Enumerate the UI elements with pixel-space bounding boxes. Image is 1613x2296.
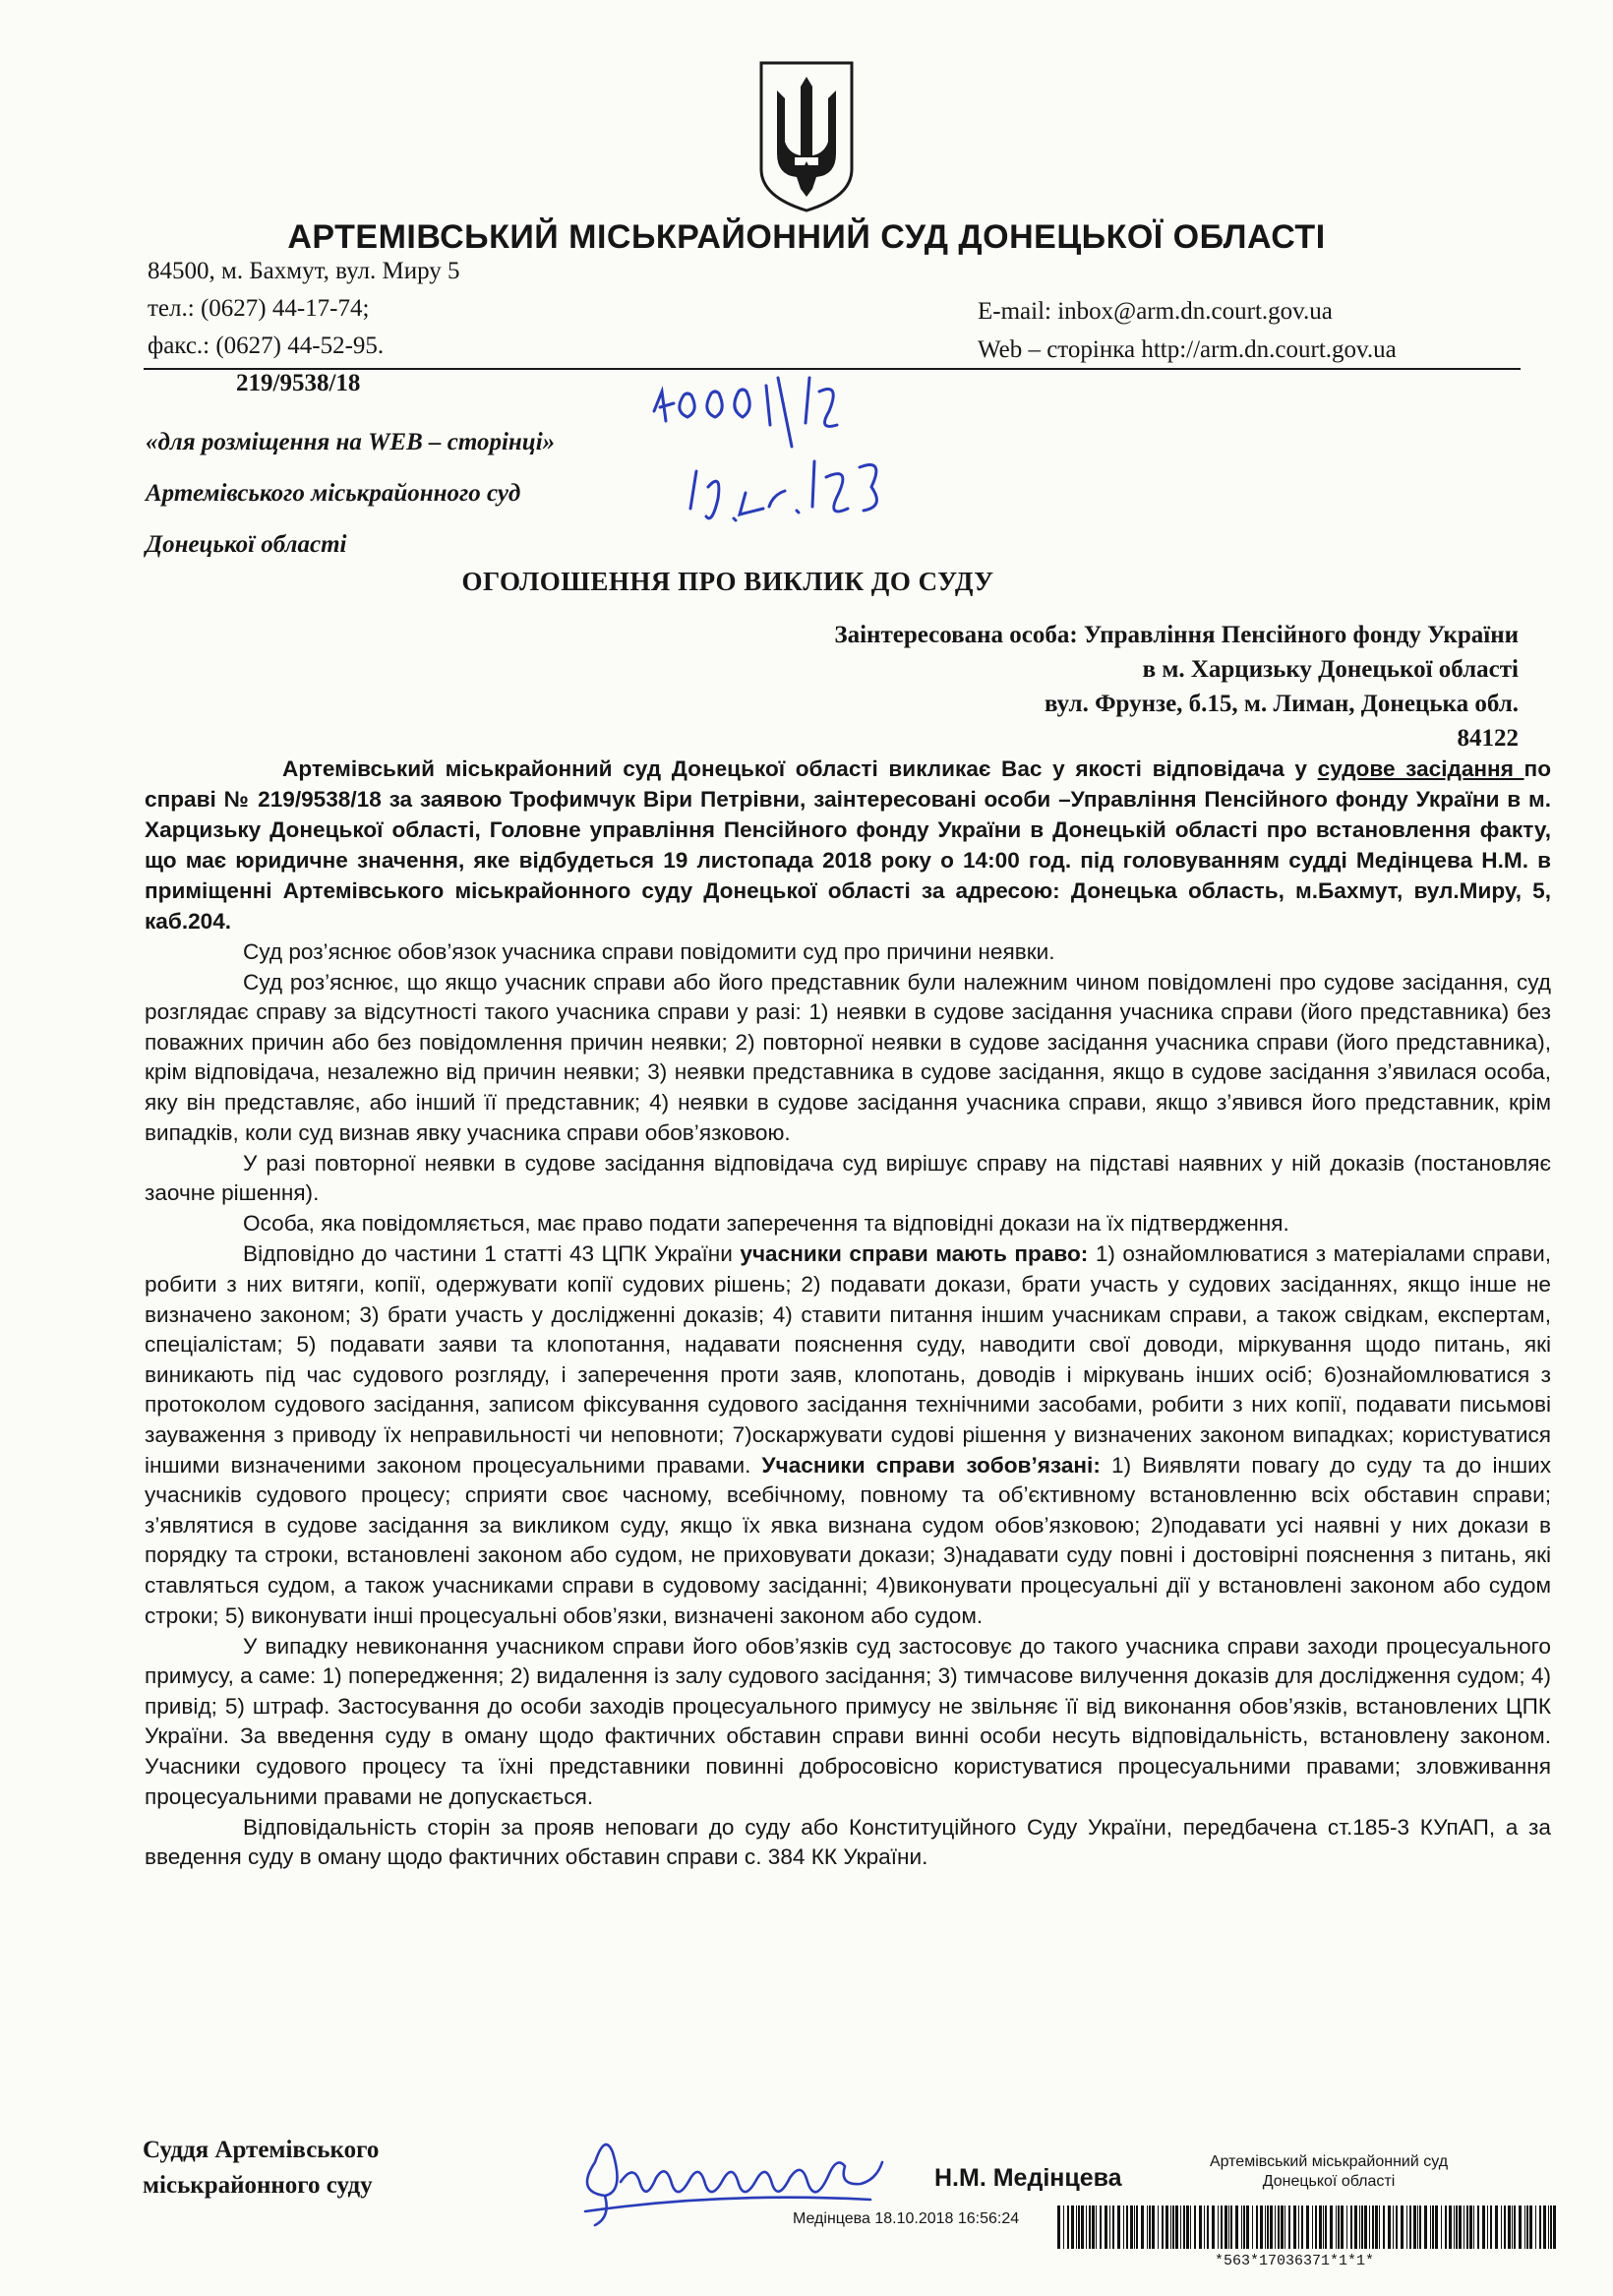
rights-paragraph	[145, 1239, 1551, 1631]
barcode-bar	[1432, 2205, 1434, 2249]
barcode-bar	[1504, 2205, 1506, 2249]
barcode-bar	[1100, 2205, 1102, 2249]
barcode-bar	[1369, 2205, 1370, 2249]
barcode-bar	[1218, 2205, 1219, 2249]
judge-title-line: Суддя Артемівського	[143, 2137, 380, 2163]
barcode-bar	[1246, 2205, 1249, 2249]
barcode-bar	[1267, 2205, 1269, 2249]
barcode-bar	[1190, 2205, 1191, 2249]
court-website: Web – сторінка http://arm.dn.court.gov.ua	[978, 336, 1397, 363]
barcode-bar	[1409, 2205, 1411, 2249]
barcode-bar	[1152, 2205, 1155, 2249]
barcode-bar	[1086, 2205, 1087, 2249]
barcode-bar	[1306, 2205, 1309, 2249]
barcode-bar	[1469, 2205, 1472, 2249]
barcode-bar	[1417, 2205, 1418, 2249]
summons-details: по справі № 219/9538/18 за заявою Трофимчук Віри Петрівни, заінтересовані особи –Управління Пенсійного фонду України в м. Харцизьку Донецької області, Головне управління Пенсійного фонду України в Донецькій області про встановлення факту, що має юридичне значення, яке відбудеться 19 листопада 2018 року о 14:00 год. під головуванням судді Медінцева Н.М. в приміщенні Артемівського міськрайонного суду Донецької області за адресою: Донецька область, м.Бахмут, вул.Миру, 5, каб.204.	[145, 756, 1551, 934]
body-paragraph: Особа, яка повідомляється, має право подати заперечення та відповідні докази на їх підтвердження.	[243, 1211, 1289, 1237]
body-paragraph: Суд роз’яснює обов’язок учасника справи повідомити суд про причини неявки.	[243, 938, 1055, 964]
barcode-bar	[1512, 2205, 1513, 2249]
summons-text: Артемівський міськрайонний суд Донецької області викликає Вас у якості відповідача у	[282, 756, 1318, 781]
barcode-bar	[1147, 2205, 1148, 2249]
barcode-bar	[1393, 2205, 1394, 2249]
web-placement-note: «для розміщення на WEB – сторінці»	[146, 429, 556, 455]
electronic-stamp-court	[1166, 2152, 1491, 2192]
barcode-bar	[1325, 2205, 1327, 2249]
barcode-bar	[1076, 2205, 1077, 2249]
judge-name: Н.М. Медінцева	[934, 2164, 1122, 2192]
barcode-bar	[1312, 2205, 1313, 2249]
barcode-bar	[1165, 2205, 1168, 2249]
barcode-bar	[1482, 2205, 1485, 2249]
barcode-bar	[1134, 2205, 1135, 2249]
body-paragraph: У випадку невиконання учасником справи його обов’язків суд застосовує до такого учасника справи заходи процесуального примусу, а саме: 1) попередження; 2) видалення із залу судового засідання; 3) тимчасове вилучення доказів для дослідження судом; 4) привід; 5) штраф. Застосування до особи заходів процесуального примусу не звільняє її від виконання обов’язків, встановлених ЦПК України. За введення суду в оману щодо фактичних обставин справи винні особи несуть відповідальність, встановлену законом. Учасники судового процесу та їхні представники повинні добросовісно користуватися процесуальними правами; зловживання процесуальними правами не допускається.	[145, 1633, 1551, 1809]
barcode-bar	[1543, 2205, 1546, 2249]
body-paragraph: Суд роз’яснює, що якщо учасник справи або його представник були належним чином повідомлені про судове засідання, суд розглядає справу за відсутності такого учасника справи у разі: 1) неявки в судове засідання учасника справи (його представника) без поважних причин або без повідомлення причин неявки; 2) повторної неявки в судове засідання учасника справи (його представника), крім відповідача, незалежно від причин неявки; 3) неявки представника в судове засідання, якщо в судове засідання з’явилася особа, яку він представляє, або інший її представник; 4) неявки в судове засідання учасника справи, якщо з’явився його представник, крім випадків, коли суд визнав явку учасника справи обов’язковою.	[145, 969, 1551, 1145]
court-address: 84500, м. Бахмут, вул. Миру 5	[148, 258, 460, 284]
barcode-bar	[1526, 2205, 1528, 2249]
barcode-bar	[1372, 2205, 1374, 2249]
barcode-bar	[1396, 2205, 1398, 2249]
barcode-bar	[1445, 2205, 1447, 2249]
barcode-bar	[1535, 2205, 1536, 2249]
interested-party-line: в м. Харцизьку Донецької області	[1142, 656, 1519, 683]
barcode-bar	[1207, 2205, 1209, 2249]
coat-of-arms-emblem	[755, 59, 858, 214]
barcode-bar	[1225, 2205, 1227, 2249]
barcode-bar	[1275, 2205, 1276, 2249]
barcode-bar	[1158, 2205, 1159, 2249]
barcode-bar	[1204, 2205, 1205, 2249]
body-paragraph: Відповідальність сторін за прояв неповаги до суду або Конституційного Суду України, передбачена ст.185-3 КУпАП, а за введення суду в оману щодо фактичних обставин справи с. 384 КК України.	[145, 1814, 1551, 1870]
electronic-signature-timestamp: Медінцева 18.10.2018 16:56:24	[793, 2210, 1020, 2227]
barcode-bar	[1459, 2205, 1462, 2249]
barcode-bar	[1441, 2205, 1442, 2249]
barcode-bar	[1241, 2205, 1242, 2249]
stamp-court-line: Артемівський міськрайонний суд	[1209, 2153, 1449, 2170]
barcode-bar	[1235, 2205, 1238, 2249]
barcode-bar	[1301, 2205, 1303, 2249]
barcode-bar	[1529, 2205, 1532, 2249]
interested-party-line: Заінтересована особа: Управління Пенсійного фонду України	[834, 622, 1519, 648]
barcode-bar	[1057, 2205, 1060, 2249]
barcode-bar	[1078, 2205, 1080, 2249]
barcode-bar	[1359, 2205, 1360, 2249]
stamp-court-line: Донецької області	[1262, 2173, 1396, 2190]
barcode-bar	[1149, 2205, 1151, 2249]
barcode-bar	[1270, 2205, 1273, 2249]
barcode-bar	[1539, 2205, 1541, 2249]
barcode-bar	[1170, 2205, 1171, 2249]
barcode-bar	[1092, 2205, 1095, 2249]
barcode-bar	[1180, 2205, 1181, 2249]
barcode-bar	[1298, 2205, 1299, 2249]
barcode-bar	[1508, 2205, 1511, 2249]
barcode-bar	[1319, 2205, 1322, 2249]
court-phone: тел.: (0627) 44-17-74;	[148, 295, 370, 322]
barcode-bar	[1406, 2205, 1407, 2249]
announcement-title: ОГОЛОШЕННЯ ПРО ВИКЛИК ДО СУДУ	[461, 567, 994, 596]
duties-heading: Учасники справи зобов’язані:	[761, 1452, 1101, 1478]
barcode-bar	[1401, 2205, 1404, 2249]
barcode-bar	[1375, 2205, 1378, 2249]
barcode-bar	[1350, 2205, 1352, 2249]
court-fax: факс.: (0627) 44-52-95.	[148, 332, 385, 359]
barcode-bar	[1126, 2205, 1128, 2249]
case-number: 219/9538/18	[236, 370, 361, 396]
barcode-bar	[1281, 2205, 1284, 2249]
barcode-bar	[1490, 2205, 1492, 2249]
barcode-bar	[1256, 2205, 1258, 2249]
barcode-bar	[1089, 2205, 1091, 2249]
barcode-bar	[1553, 2205, 1556, 2249]
barcode-bar	[1354, 2205, 1357, 2249]
handwritten-date	[679, 448, 915, 536]
rights-intro: Відповідно до частини 1 статті 43 ЦПК України	[243, 1241, 741, 1267]
barcode-bar	[1293, 2205, 1296, 2249]
barcode-bar	[1413, 2205, 1416, 2249]
barcode-bar	[1123, 2205, 1124, 2249]
barcode-bar	[1194, 2205, 1196, 2249]
document-barcode	[1057, 2205, 1559, 2249]
barcode-bar	[1449, 2205, 1452, 2249]
barcode-bar	[1105, 2205, 1107, 2249]
barcode-bar	[1067, 2205, 1069, 2249]
barcode-bar	[1454, 2205, 1455, 2249]
barcode-bar	[1430, 2205, 1431, 2249]
barcode-bar	[1136, 2205, 1138, 2249]
barcode-bar	[1338, 2205, 1340, 2249]
barcode-bar	[1495, 2205, 1498, 2249]
barcode-bar	[1228, 2205, 1229, 2249]
barcode-bar	[1243, 2205, 1245, 2249]
barcode-bar	[1112, 2205, 1114, 2249]
barcode-number: *563*17036371*1*1*	[1215, 2253, 1375, 2269]
court-name-heading: АРТЕМІВСЬКИЙ МІСЬКРАЙОННИЙ СУД ДОНЕЦЬКОЇ ОБЛАСТІ	[287, 218, 1326, 256]
judge-title	[143, 2133, 379, 2204]
barcode-bar	[1330, 2205, 1333, 2249]
duties-list: 1) Виявляти повагу до суду та до інших учасників судового процесу; сприяти своє часному, всебічному, повному та об’єктивному встановленню всіх обставин справи; з’являтися в судове засідання за викликом суду, якщо їх явка визнана судом обов’язковою; 2)подавати усі наявні у них докази в порядку та строки, встановлені законом або судом, не приховувати докази; 3)надавати суду повні і достовірні пояснення з питань, які ставляться судом, а також учасниками справи в судовому засіданні; 4)виконувати процесуальні дії у встановлені законом або судом строки; 5) виконувати інші процесуальні обов’язки, визначені законом або судом.	[145, 1452, 1551, 1628]
barcode-bar	[1477, 2205, 1479, 2249]
barcode-bar	[1071, 2205, 1074, 2249]
barcode-bar	[1252, 2205, 1253, 2249]
judge-title-line: міськрайонного суду	[143, 2172, 373, 2199]
barcode-bar	[1388, 2205, 1391, 2249]
barcode-bar	[1341, 2205, 1344, 2249]
barcode-bar	[1315, 2205, 1317, 2249]
barcode-bar	[1221, 2205, 1223, 2249]
barcode-bar	[1288, 2205, 1290, 2249]
barcode-bar	[1096, 2205, 1097, 2249]
barcode-bar	[1346, 2205, 1347, 2249]
interested-party-line: вул. Фрунзе, б.15, м. Лиман, Донецька обл.	[1045, 691, 1519, 717]
barcode-bar	[1364, 2205, 1367, 2249]
barcode-bar	[1212, 2205, 1215, 2249]
barcode-bar	[1265, 2205, 1266, 2249]
barcode-bar	[1063, 2205, 1064, 2249]
barcode-bar	[1284, 2205, 1285, 2249]
rights-list: 1) ознайомлюватися з матеріалами справи, робити з них витяги, копії, одержувати копії судових рішень; 2) подавати докази, брати участь у судових засіданнях, якщо інше не визначено законом; 3) брати участь у дослідженні доказів; 4) ставити питання іншим учасникам справи, а також свідкам, експертам, спеціалістам; 5) подавати заяви та клопотання, надавати пояснення суду, наводити свої доводи, міркування щодо питань, які виникають під час судового розгляду, і заперечення проти заяв, клопотань, доводів і міркувань інших осіб; 6)ознайомлюватися з протоколом судового засідання, записом фіксування судового засідання технічними засобами, робити з них копії, подавати письмові зауваження з приводу їх неправильності чи неповноти; 7)оскаржувати судові рішення у визначених законом випадках; користуватися іншими визначеними законом процесуальними правами.	[145, 1241, 1551, 1478]
barcode-bar	[1109, 2205, 1110, 2249]
barcode-bar	[1514, 2205, 1516, 2249]
barcode-bar	[1548, 2205, 1549, 2249]
barcode-bar	[1183, 2205, 1185, 2249]
rights-heading: учасники справи мають право:	[740, 1241, 1089, 1267]
barcode-bar	[1230, 2205, 1232, 2249]
barcode-bar	[1141, 2205, 1144, 2249]
barcode-bar	[1175, 2205, 1178, 2249]
summons-hearing-underlined: судове засідання	[1317, 756, 1524, 781]
barcode-bar	[1424, 2205, 1427, 2249]
barcode-bar	[1278, 2205, 1280, 2249]
barcode-bar	[1473, 2205, 1474, 2249]
barcode-bar	[1419, 2205, 1421, 2249]
body-paragraph: У разі повторної неявки в судове засідання відповідача суд вирішує справу на підставі наявних у ній доказів (постановляє заочне рішення).	[145, 1150, 1551, 1206]
barcode-bar	[1466, 2205, 1468, 2249]
interested-party-postcode: 84122	[1457, 725, 1519, 752]
barcode-bar	[1260, 2205, 1263, 2249]
web-note-court: Артемівського міськрайонного суд	[146, 480, 521, 507]
barcode-bar	[1550, 2205, 1552, 2249]
announcement-body	[145, 754, 1551, 1873]
barcode-bar	[1117, 2205, 1120, 2249]
barcode-bar	[1383, 2205, 1385, 2249]
barcode-bar	[1379, 2205, 1380, 2249]
barcode-bar	[1524, 2205, 1525, 2249]
barcode-bar	[1487, 2205, 1488, 2249]
barcode-bar	[1336, 2205, 1337, 2249]
barcode-bar	[1501, 2205, 1502, 2249]
summons-paragraph	[145, 754, 1551, 937]
barcode-bar	[1323, 2205, 1324, 2249]
web-note-region: Донецької області	[146, 531, 347, 558]
barcode-bar	[1081, 2205, 1084, 2249]
barcode-bar	[1361, 2205, 1363, 2249]
barcode-bar	[1435, 2205, 1438, 2249]
barcode-bar	[1199, 2205, 1202, 2249]
handwritten-registration-number	[644, 352, 890, 455]
barcode-bar	[1519, 2205, 1522, 2249]
court-email: E-mail: inbox@arm.dn.court.gov.ua	[978, 298, 1333, 325]
barcode-bar	[1130, 2205, 1133, 2249]
interested-party-block	[834, 618, 1519, 755]
barcode-bar	[1456, 2205, 1458, 2249]
barcode-bar	[1162, 2205, 1164, 2249]
barcode-bar	[1186, 2205, 1189, 2249]
barcode-bar	[1172, 2205, 1174, 2249]
